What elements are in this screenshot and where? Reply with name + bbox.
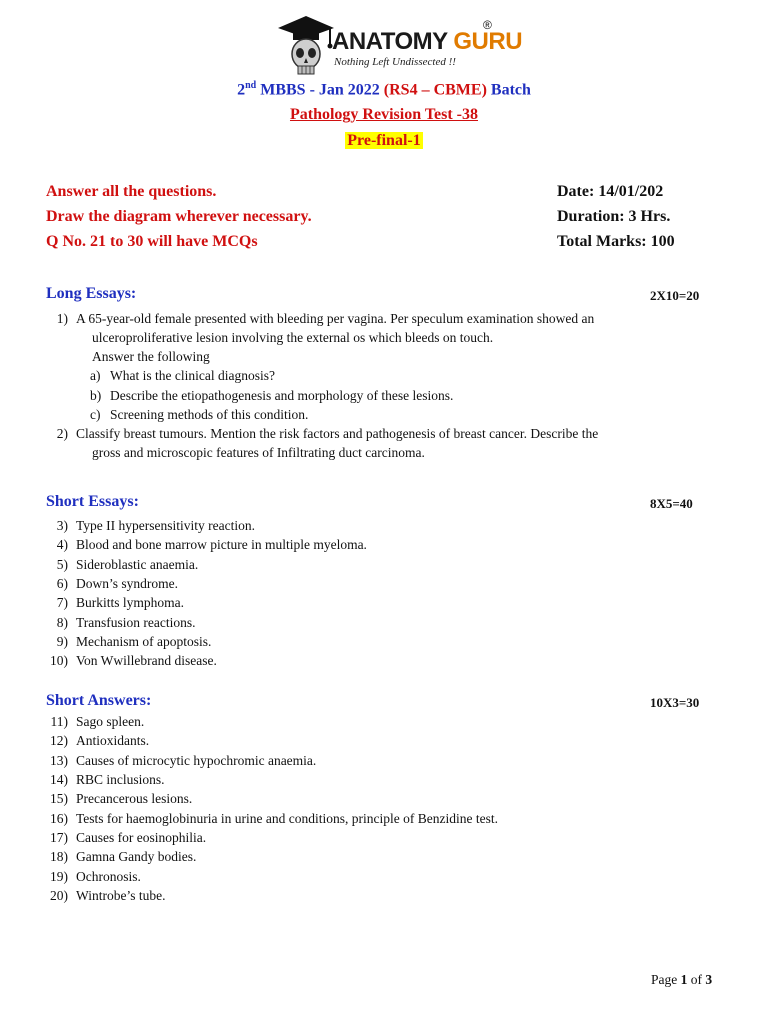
list-item <box>44 770 165 789</box>
prefinal-label: Pre-final-1 <box>347 132 421 149</box>
question-1-sub-b <box>90 386 453 405</box>
list-item <box>44 847 196 866</box>
question-number: 7) <box>56 595 68 611</box>
list-item <box>44 535 367 554</box>
exam-duration: Duration: 3 Hrs. <box>557 208 671 225</box>
batch-superscript: nd <box>245 80 257 91</box>
list-item <box>44 516 255 535</box>
exam-total-marks: Total Marks: 100 <box>557 233 675 250</box>
question-2 <box>44 424 598 443</box>
page-footer <box>651 972 712 988</box>
list-item <box>44 712 144 731</box>
batch-middle: MBBS - Jan 2022 <box>256 81 384 99</box>
page-total: 3 <box>705 972 713 987</box>
question-number: 4) <box>56 537 68 553</box>
exam-date: Date: 14/01/202 <box>557 183 664 200</box>
of-word: of <box>687 972 706 987</box>
question-1-line-2: ulceroproliferative lesion involving the external os which bleeds on touch. <box>92 330 494 345</box>
anatomy-guru-logo <box>276 14 523 80</box>
question-number: 18) <box>50 849 68 865</box>
question-text: Sideroblastic anaemia. <box>76 556 199 572</box>
list-item <box>44 632 211 651</box>
question-text: Antioxidants. <box>76 733 150 749</box>
list-item <box>44 593 184 612</box>
question-text: Down’s syndrome. <box>76 576 178 592</box>
instruction-2: Draw the diagram wherever necessary. <box>46 208 312 225</box>
sub-text: Screening methods of this condition. <box>110 407 309 422</box>
list-item <box>44 613 196 632</box>
list-item <box>44 651 217 670</box>
list-item <box>44 555 198 574</box>
logo-word-anatomy: ANATOMY <box>332 28 448 55</box>
question-number: 19) <box>50 868 68 884</box>
question-number: 15) <box>50 791 68 807</box>
sub-label: b) <box>90 388 102 403</box>
skull-graduation-cap-icon <box>276 14 336 80</box>
list-item <box>44 574 178 593</box>
sub-label: a) <box>90 368 101 383</box>
question-number: 8) <box>56 614 68 630</box>
question-1-sub-a <box>90 366 275 385</box>
question-1-line-3: Answer the following <box>92 349 210 364</box>
question-text: Causes for eosinophilia. <box>76 830 207 846</box>
question-text: Blood and bone marrow picture in multiple myeloma. <box>76 537 367 553</box>
question-text: Ochronosis. <box>76 868 141 884</box>
short-answers-marks: 10X3=30 <box>650 695 700 710</box>
question-number: 5) <box>56 556 68 572</box>
question-number: 10) <box>50 653 68 669</box>
batch-end: Batch <box>486 81 531 99</box>
question-number: 13) <box>50 752 68 768</box>
registered-mark: ® <box>483 18 492 32</box>
prefinal-line <box>0 132 768 150</box>
question-number: 12) <box>50 733 68 749</box>
logo-tagline: Nothing Left Undissected !! <box>334 56 456 68</box>
question-text: Classify breast tumours. Mention the risk factors and pathogenesis of breast cancer. Describe the <box>76 426 599 441</box>
question-text: RBC inclusions. <box>76 772 165 788</box>
page-word: Page <box>651 972 681 987</box>
short-answers-title: Short Answers: <box>46 692 152 709</box>
question-number: 11) <box>50 714 68 729</box>
question-text: Wintrobe’s tube. <box>76 888 166 904</box>
list-item <box>44 867 141 886</box>
question-number: 16) <box>50 810 68 826</box>
sub-text: Describe the etiopathogenesis and morphology of these lesions. <box>110 388 454 403</box>
question-number: 3) <box>56 518 68 533</box>
long-essays-title: Long Essays: <box>46 285 137 302</box>
question-number: 2) <box>56 426 68 441</box>
short-essays-title: Short Essays: <box>46 493 139 510</box>
list-item <box>44 789 192 808</box>
long-essays-marks: 2X10=20 <box>650 288 700 303</box>
test-title-line <box>0 106 768 124</box>
question-2-line-2: gross and microscopic features of Infiltrating duct carcinoma. <box>92 445 425 460</box>
question-text: Von Wwillebrand disease. <box>76 653 217 669</box>
logo-word-guru: GURU <box>453 28 523 55</box>
question-text: Transfusion reactions. <box>76 614 196 630</box>
question-number: 14) <box>50 772 68 788</box>
question-number: 20) <box>50 888 68 904</box>
instruction-1: Answer all the questions. <box>46 183 217 200</box>
test-title: Pathology Revision Test -38 <box>289 106 478 123</box>
question-text: Precancerous lesions. <box>76 791 193 807</box>
question-number: 9) <box>56 634 68 650</box>
instruction-3: Q No. 21 to 30 will have MCQs <box>46 233 258 250</box>
batch-scheme: (RS4 – CBME) <box>383 81 487 99</box>
list-item <box>44 886 165 905</box>
list-item <box>44 731 149 750</box>
question-text: Sago spleen. <box>76 714 145 729</box>
question-number: 6) <box>56 576 68 592</box>
sub-text: What is the clinical diagnosis? <box>110 368 275 383</box>
short-essays-marks: 8X5=40 <box>650 496 693 511</box>
logo-wordmark <box>332 30 522 54</box>
question-text: Gamna Gandy bodies. <box>76 849 197 865</box>
question-1-sub-c <box>90 405 308 424</box>
question-1 <box>44 309 594 328</box>
question-text: Type II hypersensitivity reaction. <box>76 518 256 533</box>
batch-number: 2 <box>237 81 246 99</box>
list-item <box>44 828 206 847</box>
question-text: Tests for haemoglobinuria in urine and conditions, principle of Benzidine test. <box>76 810 498 826</box>
question-text: A 65-year-old female presented with bleeding per vagina. Per speculum examination showed an <box>76 311 595 326</box>
sub-label: c) <box>90 407 101 422</box>
question-text: Burkitts lymphoma. <box>76 595 184 611</box>
batch-line <box>0 80 768 99</box>
question-text: Causes of microcytic hypochromic anaemia. <box>76 752 317 768</box>
question-number: 1) <box>56 311 68 326</box>
list-item <box>44 751 316 770</box>
page-number: 1 <box>680 972 688 987</box>
question-text: Mechanism of apoptosis. <box>76 634 212 650</box>
question-number: 17) <box>50 830 68 846</box>
list-item <box>44 809 498 828</box>
